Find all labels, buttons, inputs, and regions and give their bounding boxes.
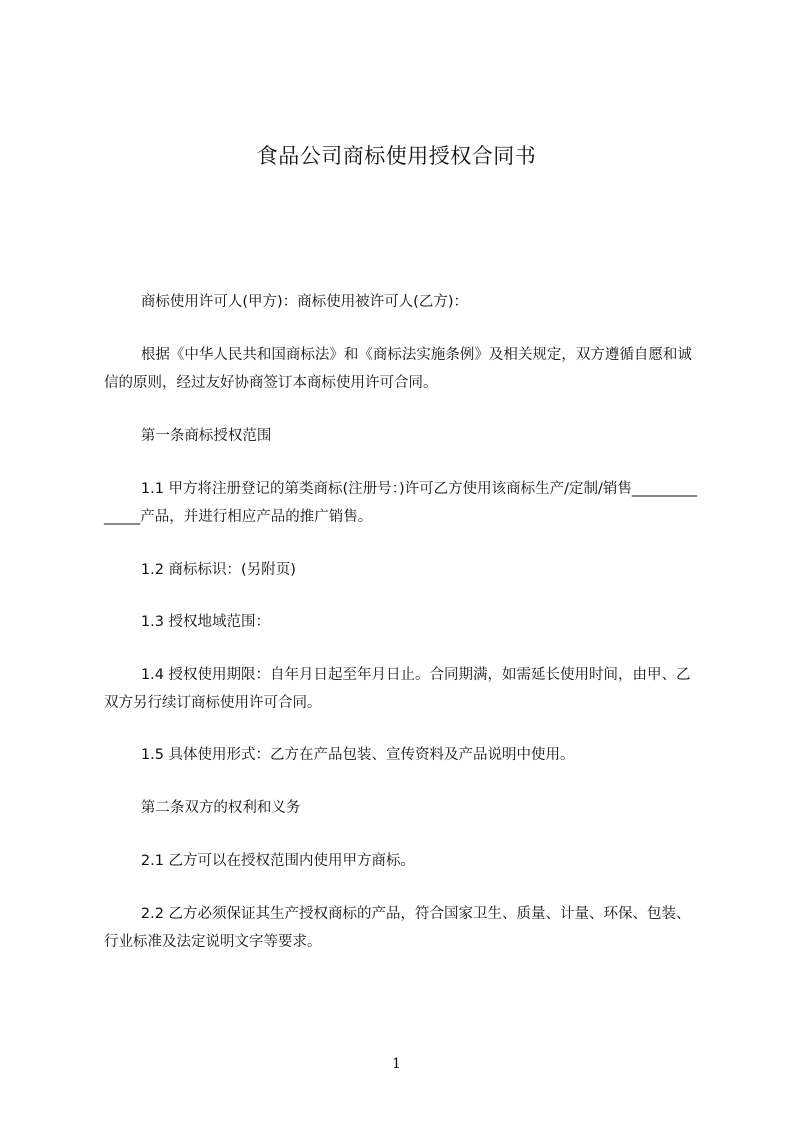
heading-article-1: 第一条商标授权范围: [104, 428, 272, 444]
clause-1-2: 1.2 商标标识：(另附页): [104, 562, 296, 578]
clause-1-5: 1.5 具体使用形式：乙方在产品包装、宣传资料及产品说明中使用。: [104, 747, 575, 763]
document-title: 食品公司商标使用授权合同书: [256, 144, 537, 168]
clause-2-2: 2.2 乙方必须保证其生产授权商标的产品，符合国家卫生、质量、计量、环保、包装、行业标准及法定说明文字等要求。: [104, 906, 691, 950]
clause-1-3: 1.3 授权地域范围：: [104, 614, 271, 630]
paragraph-parties: 商标使用许可人(甲方)：商标使用被许可人(乙方)：: [104, 294, 469, 310]
page-number: 1: [392, 1056, 401, 1072]
clause-2-1: 2.1 乙方可以在授权范围内使用甲方商标。: [104, 853, 416, 869]
paragraph-preamble: 根据《中华人民共和国商标法》和《商标法实施条例》及相关规定，双方遵循自愿和诚信的原则，经过友好协商签订本商标使用许可合同。: [104, 347, 692, 391]
clause-1-4: 1.4 授权使用期限：自年月日起至年月日止。合同期满，如需延长使用时间，由甲、乙双方另行续订商标使用许可合同。: [104, 667, 691, 711]
heading-article-2: 第二条双方的权利和义务: [104, 800, 301, 816]
clause-1-1: 1.1 甲方将注册登记的第类商标(注册号：)许可乙方使用该商标生产/定制/销售______________产品，并进行相应产品的推广销售。: [104, 481, 698, 525]
